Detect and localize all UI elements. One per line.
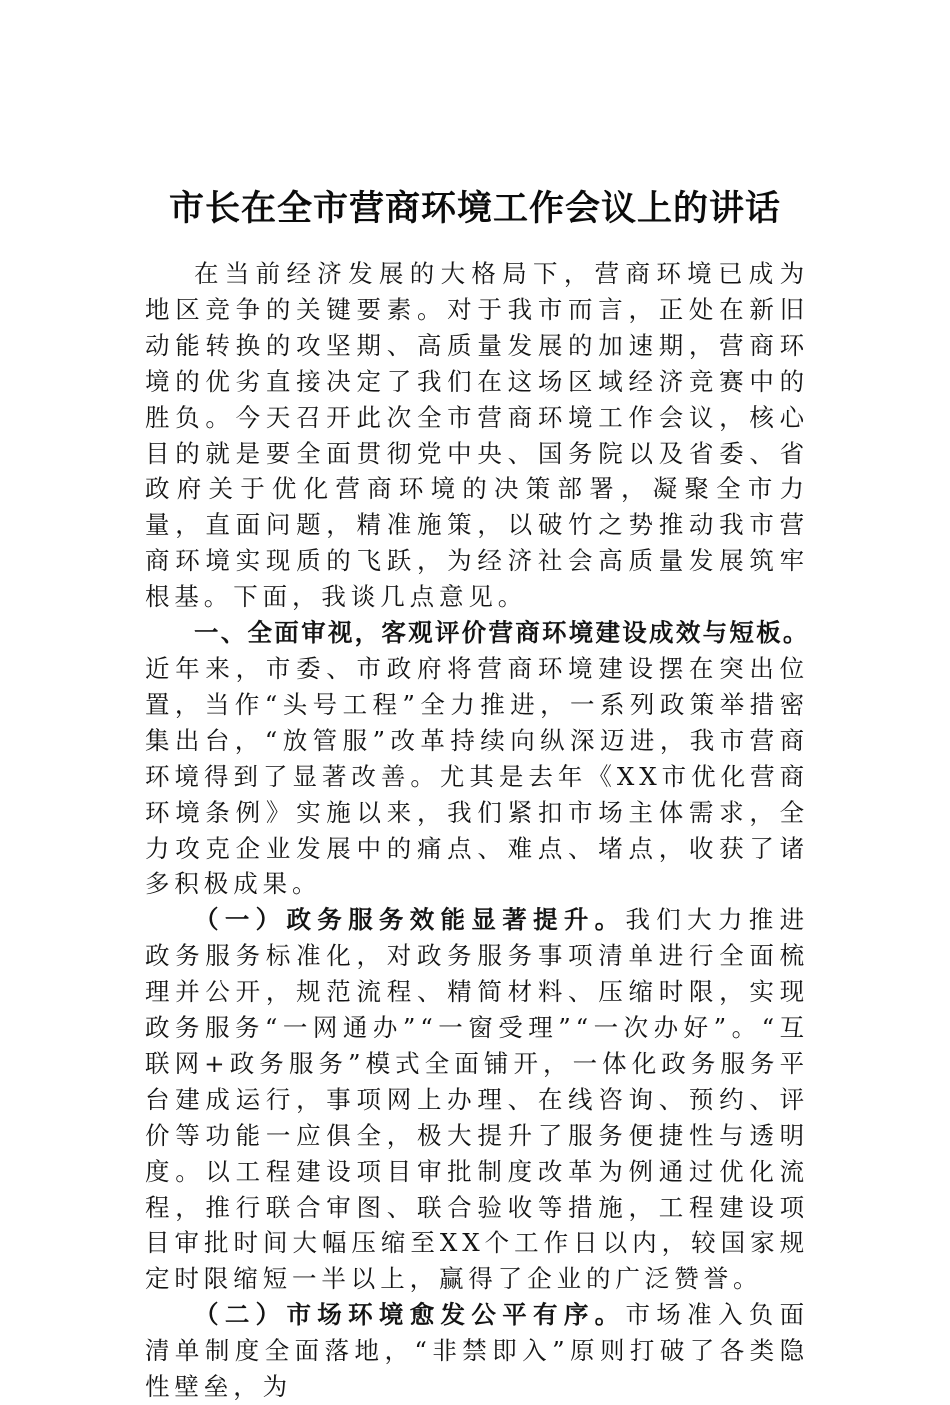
subsection-one-text: 我们大力推进政务服务标准化，对政务服务事项清单进行全面梳理并公开，规范流程、精简材料、压缩时限，实现政务服务“一网通办”“一窗受理”“一次办好”。“互联网+政务服务”模式全面铺开，一体化政务服务平台建成运行，事项网上办理、在线咨询、预约、评价等功能一应俱全，极大提升了服务便捷性与透明度。以工程建设项目审批制度改革为例通过优化流程，推行联合审图、联合验收等措施，工程建设项目审批时间大幅压缩至XX个工作日以内，较国家规定时限缩短一半以上，赢得了企业的广泛赞誉。 xyxy=(145,905,809,1294)
document-body xyxy=(145,256,809,1405)
subsection-two-heading: （二）市场环境愈发公平有序。 xyxy=(194,1300,626,1330)
section-one-text: 近年来，市委、市政府将营商环境建设摆在突出位置，当作“头号工程”全力推进，一系列政策举措密集出台，“放管服”改革持续向纵深迈进，我市营商环境得到了显著改善。尤其是去年《XX市优化营商环境条例》实施以来，我们紧扣市场主体需求，全力攻克企业发展中的痛点、难点、堵点，收获了诸多积极成果。 xyxy=(145,653,809,899)
subsection-one-heading: （一）政务服务效能显著提升。 xyxy=(194,905,626,935)
subsection-two-text: 市场准入负面清单制度全面落地，“非禁即入”原则打破了各类隐性壁垒，为 xyxy=(145,1300,809,1402)
subsection-two-paragraph xyxy=(145,1297,809,1405)
subsection-one-paragraph xyxy=(145,902,809,1297)
intro-paragraph xyxy=(145,256,809,615)
intro-paragraph-text: 在当前经济发展的大格局下，营商环境已成为地区竞争的关键要素。对于我市而言，正处在新旧动能转换的攻坚期、高质量发展的加速期，营商环境的优劣直接决定了我们在这场区域经济竞赛中的胜负。今天召开此次全市营商环境工作会议，核心目的就是要全面贯彻党中央、国务院以及省委、省政府关于优化营商环境的决策部署，凝聚全市力量，直面问题，精准施策，以破竹之势推动我市营商环境实现质的飞跃，为经济社会高质量发展筑牢根基。下面，我谈几点意见。 xyxy=(145,259,809,612)
section-one-paragraph xyxy=(145,615,809,902)
section-one-heading: 一、全面审视，客观评价营商环境建设成效与短板。 xyxy=(194,618,809,648)
document-title: 市长在全市营商环境工作会议上的讲话 xyxy=(168,188,781,230)
